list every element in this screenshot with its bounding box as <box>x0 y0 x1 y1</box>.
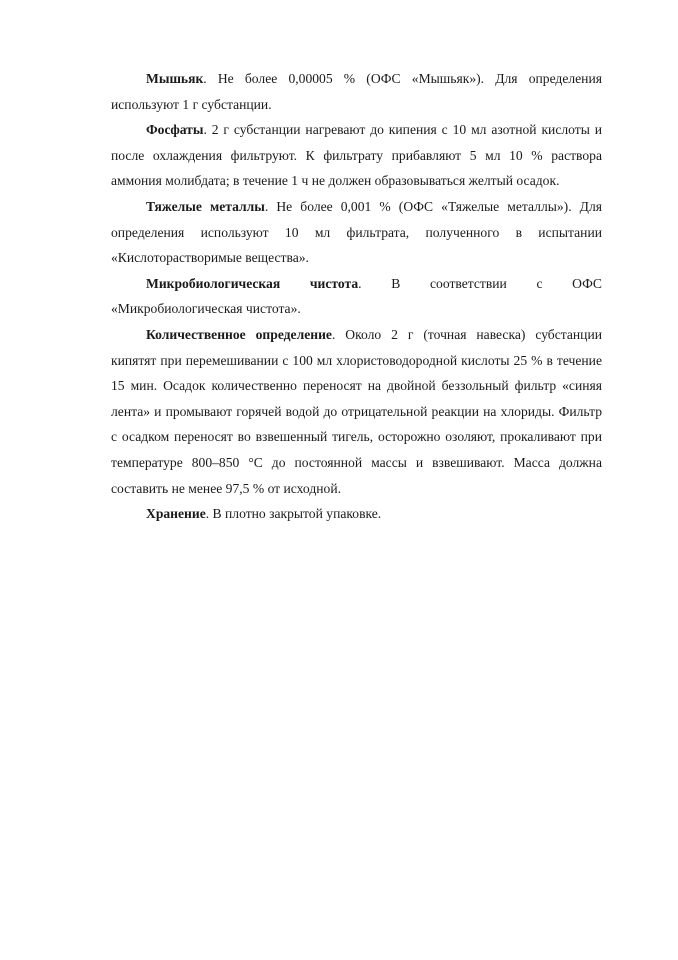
paragraph-heavy-metals <box>111 194 602 271</box>
paragraph-storage <box>111 501 602 527</box>
paragraph-phosphates <box>111 117 602 194</box>
paragraph-arsenic <box>111 66 602 117</box>
term-storage: Хранение <box>146 506 206 522</box>
paragraph-assay <box>111 322 602 501</box>
term-microbiological-purity: Микробиологическая чистота <box>146 275 359 291</box>
term-arsenic: Мышьяк <box>146 71 204 86</box>
text-storage: . В плотно закрытой упаковке. <box>205 506 382 522</box>
document-page <box>111 66 602 527</box>
text-phosphates: . 2 г субстанции нагревают до кипения с 10 мл азотной кислоты и после охлаждения фильтруют. К фильтрату прибавляют 5 мл 10 % раствора аммония молибдата; в течение 1 ч не должен образовываться желтый осадок. <box>111 122 602 189</box>
term-assay: Количественное определение <box>146 326 332 342</box>
text-heavy-metals: . Не более 0,001 % (ОФС «Тяжелые металлы»). Для определения используют 10 мл фильтрата, полученного в испытании «Кислоторастворимые вещества». <box>111 198 602 266</box>
text-arsenic: . Не более 0,00005 % (ОФС «Мышьяк»). Для определения используют 1 г субстанции. <box>111 71 602 112</box>
term-phosphates: Фосфаты <box>146 122 204 138</box>
text-microbiological-purity: . В соответствии с ОФС «Микробиологическая чистота». <box>111 275 602 317</box>
paragraph-microbiological-purity <box>111 271 602 322</box>
term-heavy-metals: Тяжелые металлы <box>146 198 265 214</box>
text-assay: . Около 2 г (точная навеска) субстанции кипятят при перемешивании с 100 мл хлористоводородной кислоты 25 % в течение 15 мин. Осадок количественно переносят на двойной беззольный фильтр «синяя лента» и промывают горячей водой до отрицательной реакции на хлориды. Фильтр с осадком переносят во взвешенный тигель, осторожно озоляют, прокаливают при температуре 800–850 °C до постоянной массы и взвешивают. Масса должна составить не менее 97,5 % от исходной. <box>111 326 602 496</box>
